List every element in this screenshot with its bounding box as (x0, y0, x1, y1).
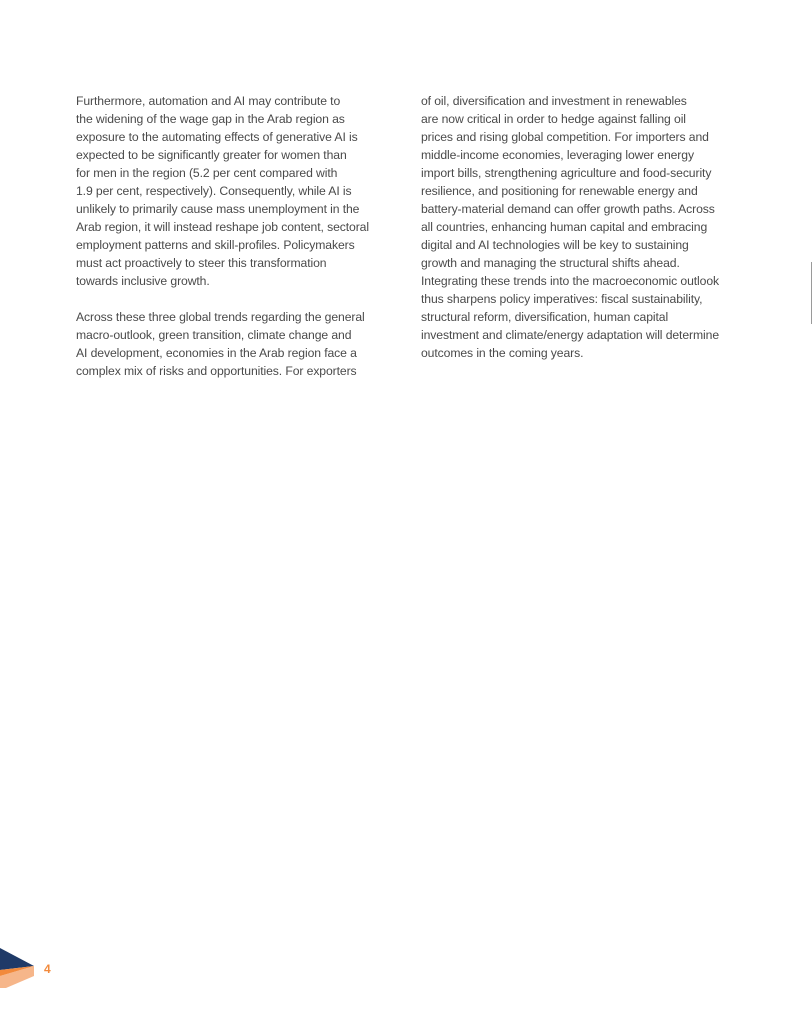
text-line: for men in the region (5.2 per cent compared with (76, 166, 338, 180)
text-line: 1.9 per cent, respectively). Consequently, while AI is (76, 184, 352, 198)
text-line: growth and managing the structural shifts ahead. (421, 256, 680, 270)
paragraph-global-trends (76, 308, 398, 380)
text-line: structural reform, diversification, human capital (421, 310, 669, 324)
text-line: all countries, enhancing human capital and embracing (421, 220, 708, 234)
text-line: digital and AI technologies will be key to sustaining (421, 238, 689, 252)
text-line: towards inclusive growth. (76, 274, 210, 288)
text-line: complex mix of risks and opportunities. For exporters (76, 364, 357, 378)
paragraph-spacer (76, 290, 398, 308)
text-line: prices and rising global competition. For importers and (421, 130, 709, 144)
text-line: must act proactively to steer this transformation (76, 256, 327, 270)
text-line: middle-income economies, leveraging lower energy (421, 148, 694, 162)
paragraph-wage-gap (76, 92, 398, 290)
text-line: expected to be significantly greater for women than (76, 148, 347, 162)
text-line: thus sharpens policy imperatives: fiscal sustainability, (421, 292, 703, 306)
text-line: outcomes in the coming years. (421, 346, 584, 360)
text-line: exposure to the automating effects of generative AI is (76, 130, 358, 144)
text-line: import bills, strengthening agriculture and food-security (421, 166, 712, 180)
text-line: Across these three global trends regarding the general (76, 310, 365, 324)
text-line: are now critical in order to hedge against falling oil (421, 112, 686, 126)
text-line: Furthermore, automation and AI may contribute to (76, 94, 341, 108)
text-line: employment patterns and skill-profiles. Policymakers (76, 238, 355, 252)
text-line: Arab region, it will instead reshape job content, sectoral (76, 220, 369, 234)
text-line: unlikely to primarily cause mass unemployment in the (76, 202, 360, 216)
footer-chevron-icon (0, 946, 36, 990)
text-line: of oil, diversification and investment in renewables (421, 94, 687, 108)
left-text-column (76, 92, 398, 380)
text-line: Integrating these trends into the macroeconomic outlook (421, 274, 720, 288)
text-line: AI development, economies in the Arab region face a (76, 346, 357, 360)
paragraph-policy-imperatives (421, 92, 743, 362)
text-line: resilience, and positioning for renewable energy and (421, 184, 698, 198)
text-line: macro-outlook, green transition, climate change and (76, 328, 352, 342)
right-text-column (421, 92, 743, 362)
text-line: the widening of the wage gap in the Arab region as (76, 112, 345, 126)
text-line: investment and climate/energy adaptation will determine (421, 328, 719, 342)
text-line: battery-material demand can offer growth paths. Across (421, 202, 715, 216)
page-number: 4 (44, 962, 51, 976)
